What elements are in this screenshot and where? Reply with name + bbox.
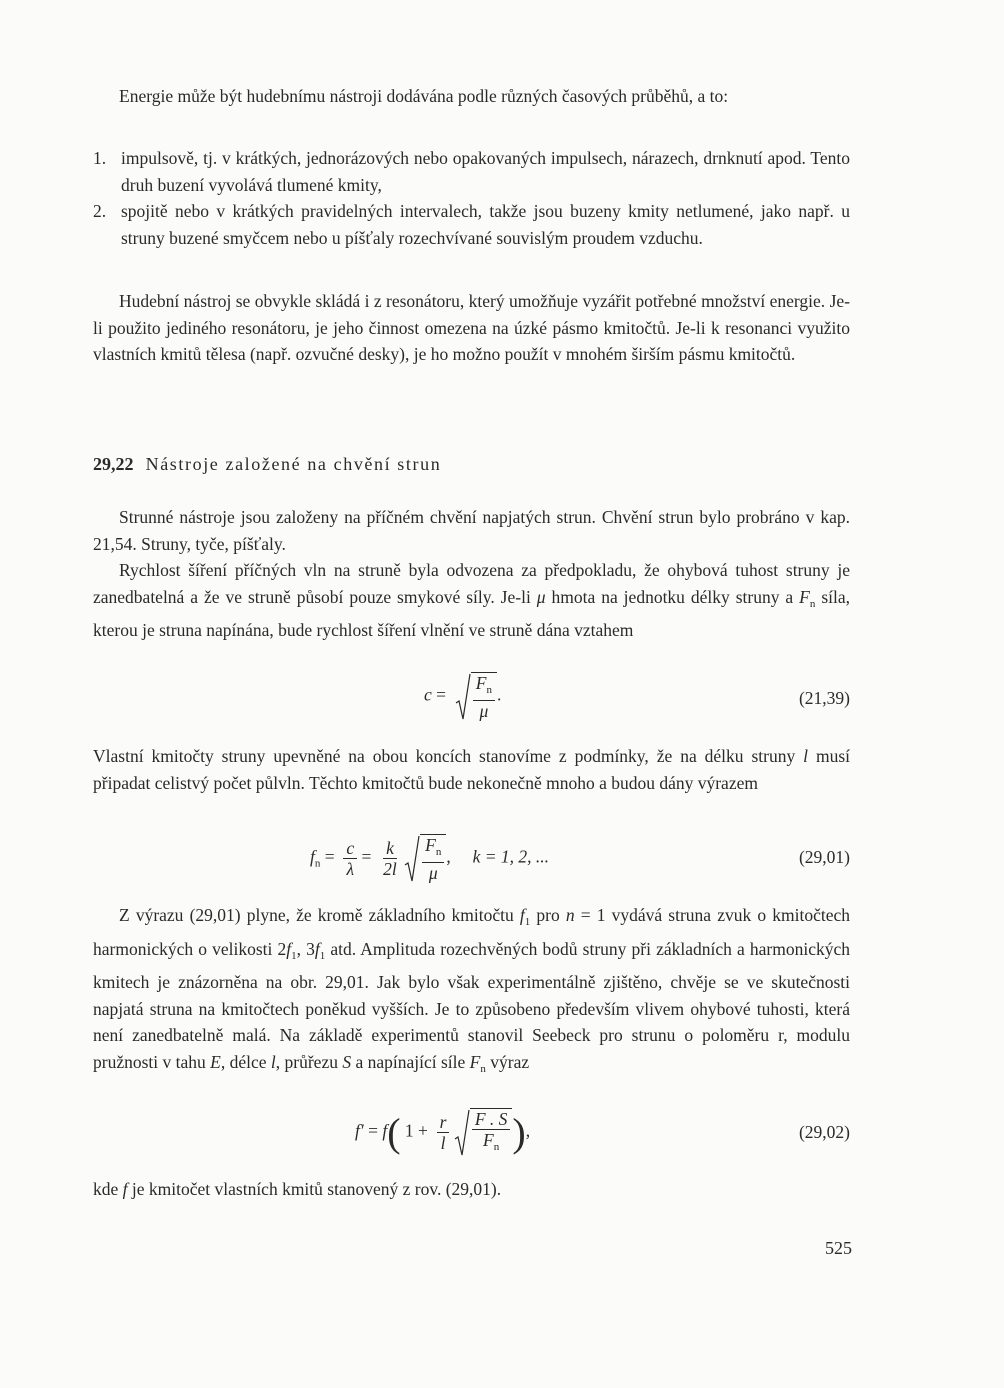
section-title: Nástroje založené na chvění strun bbox=[145, 454, 442, 474]
resonator-paragraph: Hudební nástroj se obvykle skládá i z resonátoru, který umožňuje vyzářit potřebné množství energie. Je-li použito jediného resonátoru, je jeho činnost omezena na úzké pásmo kmitočtů. Je-li k resonanci využito vlastních kmitů tělesa (např. ozvučné desky), je ho možno použít v mnohém širším pásmu kmitočtů. bbox=[93, 291, 850, 364]
expression-paragraph: Z výrazu (29,01) plyne, že kromě základního kmitočtu $f_1$ pro n = 1 vydává struna zvuk o kmitočtech harmonických o velikosti $2f_1$, $3f_1$ atd. Amplituda rozechvěných bodů struny při základních a harmonických kmitech je znázorněna na obr. 29,01. Jak bylo však experimentálně zjištěno, chvěje se ve skutečnosti napjatá struna na kmitočtech poněkud vyšších. Je to způsobeno především vlivem ohybové tuhosti, která není zanedbatelně malá. Na základě experimentů stanovil Seebeck pro strunu o poloměru r, modulu pružnosti v tahu E, délce l, průřezu S a napínající síle $F_n$ výraz bbox=[93, 905, 850, 1075]
section-number: 29,22 bbox=[93, 454, 134, 474]
equation-21-39: c = $\frac{F_n}{\mu}$ . bbox=[424, 673, 502, 721]
list-item-1 bbox=[93, 145, 850, 198]
equation-label: (29,01) bbox=[798, 847, 850, 867]
equation-label: (29,02) bbox=[798, 1122, 850, 1142]
sqrt-symbol: $\frac{F_n}{\mu}$ bbox=[404, 834, 446, 883]
list-number: 2. bbox=[93, 201, 107, 221]
speed-paragraph: Rychlost šíření příčných vln na struně byla odvozena za předpokladu, že ohybová tuhost struny je zanedbatelná a že ve struně působí pouze smykové síly. Je-li μ hmota na jednotku délky struny a $F_n$ síla, kterou je struna napínána, bude rychlost šíření vlnění ve struně dána vztahem bbox=[93, 560, 850, 640]
equation-29-01: $f_n$ = $\frac{c}{\lambda}$ = $\frac{k}{2l}$ $\frac{F_n}{\mu}$ , k = 1, 2, ... bbox=[310, 835, 550, 883]
equation-label: (21,39) bbox=[798, 688, 850, 708]
intro-paragraph: Energie může být hudebnímu nástroji dodávána podle různých časových průběhů, a to: bbox=[119, 86, 729, 106]
where-paragraph: kde f je kmitočet vlastních kmitů stanovený z rov. (29,01). bbox=[93, 1179, 502, 1199]
list-number: 1. bbox=[93, 148, 107, 168]
section-heading bbox=[93, 451, 850, 477]
list-text: impulsově, tj. v krátkých, jednorázových nebo opakovaných impulsech, nárazech, drnknutí apod. Tento druh buzení vyvolává tlumené kmity, bbox=[121, 148, 850, 195]
frequency-paragraph: Vlastní kmitočty struny upevněné na obou koncích stanovíme z podmínky, že na délku struny l musí připadat celistvý počet půlvln. Těchto kmitočtů bude nekonečně mnoho a budou dány výrazem bbox=[93, 746, 850, 793]
bleed-through-text bbox=[380, 108, 384, 126]
list-item-2 bbox=[93, 198, 850, 251]
sqrt-symbol: $\frac{F . S}{F_n}$ bbox=[454, 1108, 513, 1157]
strings-paragraph: Strunné nástroje jsou založeny na příčném chvění napjatých strun. Chvění strun bylo probráno v kap. 21,54. Struny, tyče, píšťaly. bbox=[93, 507, 850, 554]
sqrt-symbol: $\frac{F_n}{\mu}$ bbox=[455, 672, 497, 721]
page-number: 525 bbox=[825, 1238, 852, 1258]
list-text: spojitě nebo v krátkých pravidelných intervalech, takže jsou buzeny kmity netlumené, jako např. u struny buzené smyčcem nebo u píšťaly rozechvívané souvislým proudem vzduchu. bbox=[121, 201, 850, 248]
equation-29-02: f′ = f( 1 + $\frac{r}{l}$ $\frac{F . S}{F_n}$ ), bbox=[355, 1109, 531, 1155]
